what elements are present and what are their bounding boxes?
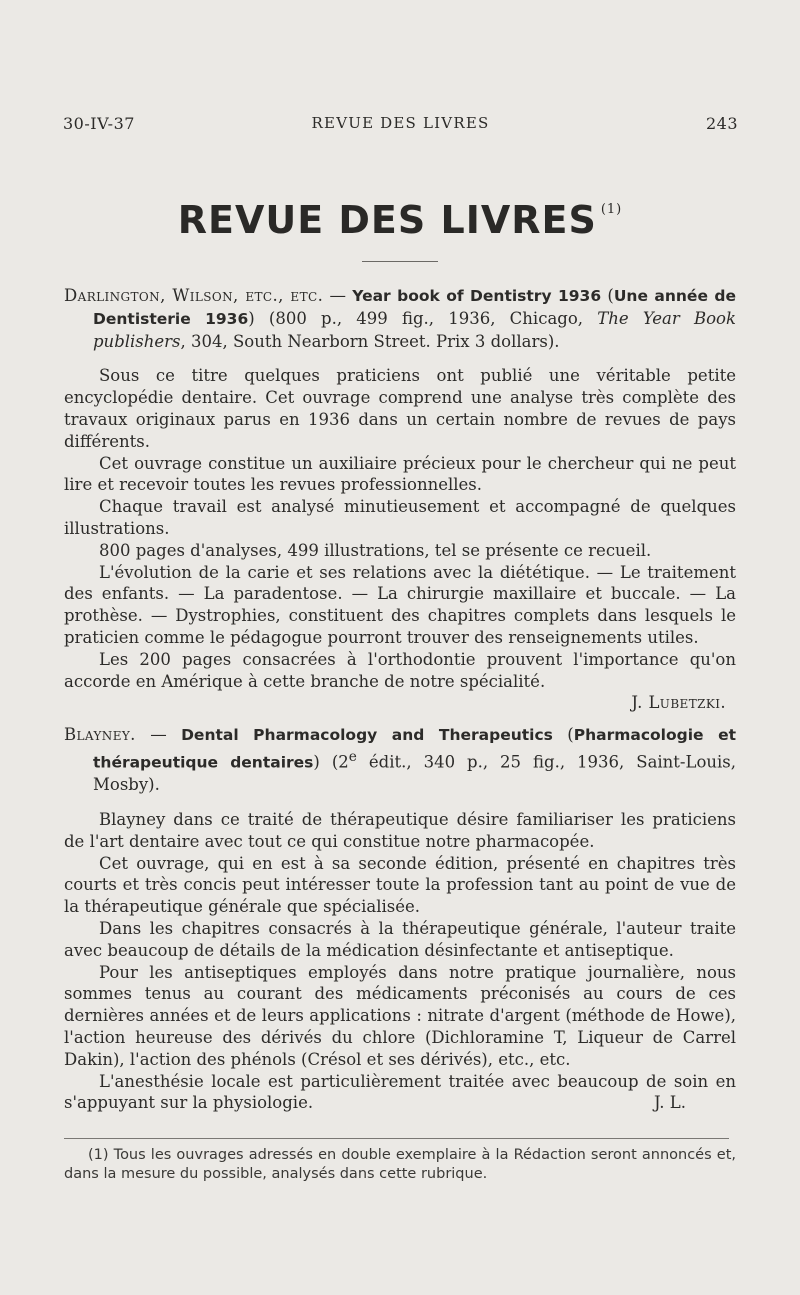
article-body [64,285,736,1114]
review-1-paragraph: Chaque travail est analysé minutieusement et accompagné de quelques illustrations. [64,497,736,538]
review-2-paragraph: Cet ouvrage, qui en est à sa seconde édition, présenté en chapitres très courts et très concis peut intéresser toute la profession tant au point de vue de la thérapeutique générale que spécialisée. [64,853,736,917]
page-number: 243 [705,114,738,133]
footnote-marker: (1) [600,202,623,217]
review-1-translated-title: Une année de Dentisterie 1936 [93,287,736,328]
review-2-paragraph: Pour les antiseptiques employés dans notre pratique journalière, nous sommes tenus au courant des médicaments préconisés au cours de ces dernières années et de leurs applications : nitrate d'argent (méthode de Howe), l'action heureuse des dérivés du chlore (Dichloramine T, Liqueur de Carrel Dakin), l'action des phénols (Crésol et ses dérivés), etc., etc. [64,962,736,1069]
title-divider [362,261,438,262]
page-title [0,198,800,242]
review-2-paragraph: Dans les chapitres consacrés à la thérapeutique générale, l'auteur traite avec beaucoup de détails de la médication désinfectante et antiseptique. [64,919,736,960]
review-1-paragraph: Sous ce titre quelques praticiens ont publié une véritable petite encyclopédie dentaire. Cet ouvrage comprend une analyse très complète des travaux originaux parus en 1936 dans un certain nombre de revues de pays différents. [64,366,736,451]
review-1-book-title: Year book of Dentistry 1936 [352,287,602,305]
review-1-dash: — [323,286,353,305]
page-title-text: REVUE DES LIVRES [177,198,597,242]
review-2-last-paragraph [64,1071,736,1115]
review-1-authors: Darlington, Wilson, etc., etc. [64,286,324,305]
review-2-edition-sup: e [348,748,357,765]
review-2-edition: 2 [338,752,349,772]
review-1-paragraph: L'évolution de la carie et ses relations avec la diététique. — Le traitement des enfants. — La paradentose. — La chirurgie maxillaire et buccale. — La prothèse. — Dystrophies, constituent des chapitres complets dans lesquels le praticien comme le pédagogue pourront trouver des renseignements utiles. [64,562,736,647]
review-2-last-text: L'anesthésie locale est particulièrement traitée avec beaucoup de soin en s'appuyant sur la physiologie. [64,1071,736,1113]
issue-date: 30-IV-37 [63,114,135,133]
footnote [64,1146,736,1184]
review-2-paren-open: ( [552,725,574,745]
review-2-dash: — [135,725,182,745]
review-2-details: édit., 340 p., 25 fig., 1936, Saint-Louis, Mosby). [93,752,737,795]
running-head [63,114,738,140]
review-2-signature: J. L. [653,1093,686,1113]
review-1-address: , 304, South Nearborn Street. Prix 3 dollars). [180,331,560,351]
footnote-number: (1) [88,1147,109,1163]
running-title: REVUE DES LIVRES [311,114,490,132]
review-1-paragraph: Les 200 pages consacrées à l'orthodontie prouvent l'importance qu'on accorde en Amérique à cette branche de notre spécialité. [64,649,736,691]
footnote-divider [64,1138,729,1139]
footnote-text: Tous les ouvrages adressés en double exemplaire à la Rédaction seront annoncés et, dans la mesure du possible, analysés dans cette rubrique. [64,1147,736,1182]
review-1-paren-open: ( [601,286,614,305]
review-2-paren-close: ) [313,752,320,772]
review-1-heading [64,285,736,352]
review-1-details: (800 p., 499 fig., 1936, Chicago, [254,308,598,328]
review-2-heading: Blayney. — Dental Pharmacology and Therapeutics (Pharmacologie et thérapeutique dentaires) (2e édit., 340 p., 25 fig., 1936, Saint-Louis, Mosby). [64,725,737,795]
review-1-paren-close: ) [248,308,255,328]
review-1-signature: J. Lubetzki. [631,693,726,713]
review-2-paragraph: Blayney dans ce traité de thérapeutique désire familiariser les praticiens de l'art dentaire avec tout ce qui constitue notre pharmacopée. [64,810,736,851]
review-1-paragraph: Cet ouvrage constitue un auxiliaire précieux pour le chercheur qui ne peut lire et recevoir toutes les revues professionnelles. [64,453,736,495]
review-1-paragraph: 800 pages d'analyses, 499 illustrations, tel se présente ce recueil. [99,540,652,560]
review-2-book-title: Dental Pharmacology and Therapeutics [181,726,553,745]
review-2-translated-title: Pharmacologie et thérapeutique dentaires [93,726,736,772]
review-2-author: Blayney. [64,725,136,745]
review-1-publisher: The Year Book publishers [93,308,736,351]
